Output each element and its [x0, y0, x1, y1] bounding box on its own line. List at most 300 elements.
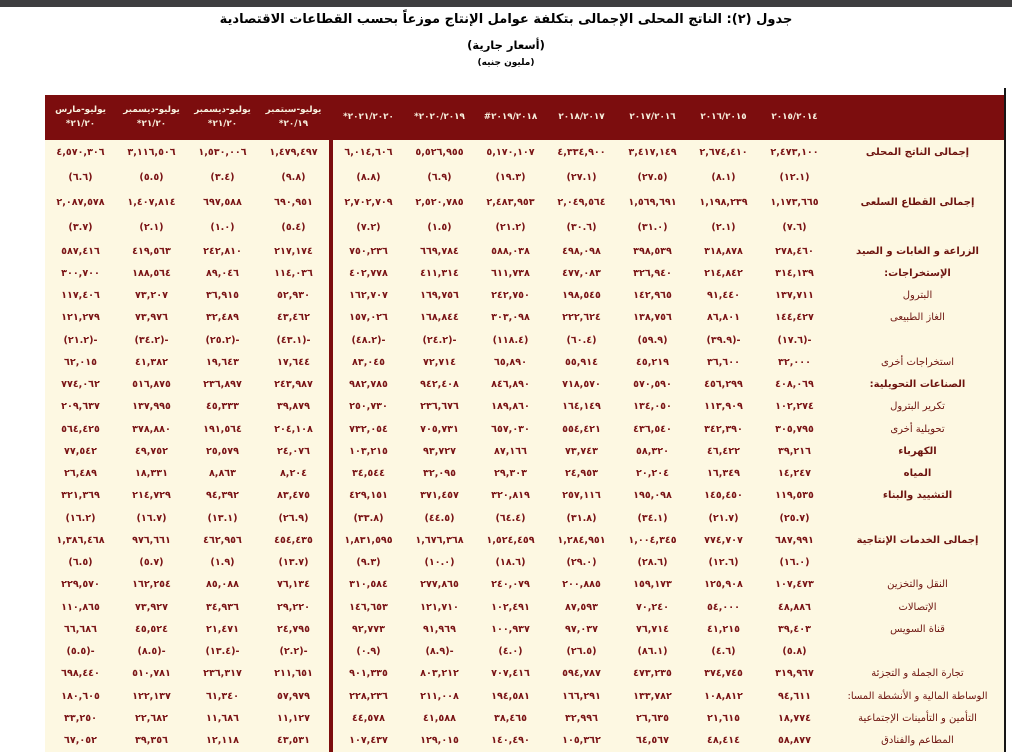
value-cell: ٦٧,٠٥٢: [64, 735, 97, 747]
growth-rate-row: [45, 552, 1005, 574]
value-cell: ٣٩٨,٥٣٩: [633, 245, 672, 257]
value-cell: ٤١١,٣١٤: [420, 267, 459, 279]
value-cell: ٢١١,٠٠٨: [420, 690, 459, 702]
value-cell: ٢٢٩,٥٧٠: [61, 579, 100, 591]
value-cell: ٣٧٨,٨٨٠: [132, 423, 171, 435]
value-cell: (٢١.٧): [708, 512, 739, 524]
value-cell: ٣٩,٢١٦: [778, 445, 811, 457]
value-cell: ٣٢,٩٩٦: [565, 712, 598, 724]
value-cell: ٦,٠١٤,٦٠٦: [344, 147, 393, 158]
value-cell: ٢٣٦,٣١٧: [203, 668, 242, 680]
value-cell: ٨٥,٠٨٨: [206, 579, 239, 591]
value-cell: ٣٤,٥٤٤: [352, 468, 385, 480]
value-cell: ٤٥,٣٣٣: [206, 401, 239, 413]
value-cell: ٤٥٦,٢٩٩: [704, 379, 743, 391]
value-cell: ٢١٤,٨٤٢: [704, 267, 743, 279]
value-cell: ١٤٠,٤٩٠: [491, 735, 530, 747]
value-cell: ١٠٨,٨١٢: [704, 690, 743, 702]
value-cell: ٣٣,٢٥٠: [64, 712, 97, 724]
column-header-6: *٢٠٢٠/٢٠١٩: [414, 111, 465, 122]
value-cell: ٧٦,١٣٤: [277, 579, 310, 591]
value-cell: (١٦.٠): [779, 557, 810, 569]
value-cell: ٢٤٠,٠٧٩: [491, 579, 530, 591]
value-cell: ٥,٥٢٦,٩٥٥: [415, 147, 464, 158]
value-cell: ٤٩,٧٥٢: [135, 445, 168, 457]
value-cell: ١٥٧,٠٢٦: [349, 312, 388, 324]
column-header-11: ٢٠١٥/٢٠١٤: [771, 111, 818, 122]
table-row: [45, 707, 1005, 729]
value-cell: ١٢٥,٩٠٨: [704, 579, 743, 591]
value-cell: ٩٤,٣٩٢: [206, 490, 239, 502]
value-cell: ١٩,٦٤٣: [206, 356, 239, 368]
value-cell: ٨٠٣,٢١٢: [420, 668, 459, 680]
value-cell: (٩.٣): [356, 557, 381, 569]
value-cell: ١٩٤,٥٨١: [491, 690, 530, 702]
value-cell: ٢,٦٧٤,٤١٠: [699, 147, 748, 158]
value-cell: ٢٥,٥٧٩: [206, 445, 239, 457]
value-cell: (١٣.٧): [278, 557, 309, 569]
sector-label: استخراجات أخرى: [880, 356, 955, 368]
value-cell: ٧٠٧,٤١٦: [491, 668, 530, 680]
table-row: [45, 396, 1005, 418]
value-cell: ٢٧٨,٤٦٠: [775, 245, 814, 257]
value-cell: (٢١.٢): [495, 222, 526, 233]
value-cell: ١٠٢,٤٩١: [491, 601, 530, 613]
value-cell: ٣٢٠,٨١٩: [491, 490, 530, 502]
gdp-table: [45, 95, 1005, 752]
value-cell: ٧٧,٥٤٢: [64, 445, 97, 457]
value-cell: (٢١.٢)-: [63, 334, 98, 346]
value-cell: ٣٦,٦٠٠: [707, 356, 740, 368]
value-cell: ١٦٢,٧٠٧: [349, 290, 388, 302]
value-cell: ٤٤,٥٧٨: [352, 712, 385, 724]
value-cell: ٣٩,٤٠٣: [778, 623, 811, 635]
value-cell: (١٨.٦): [495, 557, 526, 569]
column-header-9: ٢٠١٧/٢٠١٦: [629, 111, 676, 122]
value-cell: ٢٠٩,٦٣٧: [61, 401, 100, 413]
value-cell: (٤.٠): [498, 646, 523, 658]
value-cell: ٥١٠,٧٨١: [132, 668, 171, 680]
value-cell: ١٢,١١٨: [206, 735, 239, 747]
value-cell: ٣٠٣,٠٩٨: [491, 312, 530, 324]
value-cell: ٣٢,٠٩٥: [423, 468, 456, 480]
value-cell: ١٦٤,١٤٩: [562, 401, 601, 413]
value-cell: ١٨٠,٦٠٥: [61, 690, 100, 702]
sector-label: الغاز الطبيعى: [890, 312, 945, 324]
sector-label: الصناعات التحويلية:: [869, 379, 966, 391]
sector-label: الوساطة المالية و الأنشطة المسا:: [847, 690, 988, 702]
value-cell: (٣٠.٦): [566, 222, 597, 233]
column-header-2: يوليو-ديسمبر *٢١/٢٠: [123, 105, 180, 129]
value-cell: (٧.٦): [782, 222, 807, 233]
table-row: [45, 663, 1005, 685]
value-cell: (١١٨.٤): [492, 334, 529, 346]
value-cell: ٥٨,٣٢٠: [636, 445, 669, 457]
value-cell: ٥٢,٩٣٠: [277, 290, 310, 302]
value-cell: ٢٤٣,٩٨٧: [274, 379, 313, 391]
value-cell: ٤٧٧,٠٨٣: [562, 267, 601, 279]
value-cell: ١,٤٠٧,٨١٤: [127, 197, 176, 208]
value-cell: ٣٧٤,٧٤٥: [704, 668, 743, 680]
value-cell: ٢٥٧,١١٦: [562, 490, 601, 502]
value-cell: (١٧.٦)-: [777, 334, 812, 346]
sector-label: التشييد والبناء: [882, 490, 953, 502]
value-cell: ١٤٤,٤٢٧: [775, 312, 814, 324]
value-cell: ٤٦٢,٩٥٦: [203, 534, 242, 546]
table-row: [45, 685, 1005, 707]
value-cell: (١٦.٢): [65, 512, 96, 524]
value-cell: ٢,٥٢٠,٧٨٥: [415, 197, 464, 208]
value-cell: (٣.٧): [68, 222, 93, 233]
value-cell: (٦٤.٤): [495, 512, 526, 524]
value-cell: ٤٥,٥٢٤: [135, 623, 168, 635]
value-cell: ٥٧,٩٧٩: [277, 690, 310, 702]
value-cell: ٦٩٨,٤٤٠: [61, 668, 100, 680]
value-cell: ٧١٨,٥٧٠: [562, 379, 601, 391]
value-cell: (١.٩): [210, 557, 235, 569]
value-cell: ٦٦٩,٧٨٤: [420, 245, 459, 257]
value-cell: ١٨٩,٨٦٠: [491, 401, 530, 413]
value-cell: ٢,٤٧٣,١٠٠: [770, 147, 819, 158]
unit-note: (مليون جنيه): [477, 58, 535, 68]
value-cell: (٣٩.٩)-: [706, 334, 741, 346]
value-cell: (٨.٩)-: [425, 646, 454, 658]
value-cell: ١٣٣,٧٨٢: [633, 690, 672, 702]
value-cell: (٢٩.٠): [566, 557, 597, 569]
value-cell: ١٨,٣٣١: [135, 468, 168, 480]
value-cell: ١١,١٢٧: [277, 712, 310, 724]
value-cell: ١٣٧,٩٩٥: [132, 401, 171, 413]
value-cell: (٦.٥): [68, 557, 93, 569]
column-header-5: *٢٠٢١/٢٠٢٠: [343, 111, 394, 122]
value-cell: ٣٤,٩٣٦: [206, 601, 239, 613]
value-cell: ١,٣٨٦,٤٦٨: [56, 534, 105, 546]
sector-label: الإتصالات: [898, 601, 937, 613]
page-title: جدول (٢): الناتج المحلى الإجمالى بتكلفة عوامل الإنتاج موزعاً بحسب القطاعات الاقتصادية: [219, 12, 793, 27]
value-cell: ٢٠,٢٠٤: [636, 468, 669, 480]
value-cell: ١٠٠,٩٣٧: [491, 623, 530, 635]
value-cell: ١,٥٢٤,٤٥٩: [486, 534, 535, 546]
growth-rate-row: [45, 641, 1005, 663]
value-cell: ١٨٨,٥٦٤: [132, 267, 171, 279]
value-cell: ٢١٤,٧٢٩: [132, 490, 171, 502]
value-cell: ٤٨,٤١٤: [707, 735, 740, 747]
value-cell: ٢٣٦,٨٩٧: [203, 379, 242, 391]
table-body: [45, 140, 1005, 752]
sector-label: تكرير البترول: [890, 401, 945, 413]
table-row: [45, 440, 1005, 462]
value-cell: ٧٣,٧٤٣: [565, 445, 598, 457]
column-header-10: ٢٠١٦/٢٠١٥: [700, 111, 747, 122]
value-cell: (٤٤.٥): [424, 512, 455, 524]
window-top-bar: [0, 0, 1012, 7]
value-cell: ٢٠٤,١٠٨: [274, 423, 313, 435]
value-cell: ٤١,٣٨٢: [135, 356, 168, 368]
value-cell: ٢,٧٠٢,٧٠٩: [344, 197, 393, 208]
value-cell: ١٩٨,٥٤٥: [562, 290, 601, 302]
value-cell: ٤٧٣,٢٣٥: [633, 668, 672, 680]
value-cell: ٥٥٤,٤٢١: [562, 423, 601, 435]
value-cell: ١,٦٧٦,٣٦٨: [415, 534, 464, 546]
value-cell: ٣١٠,٥٨٤: [349, 579, 388, 591]
value-cell: ٨٩,٠٤٦: [206, 267, 239, 279]
sector-label: الإستخراجات:: [884, 267, 951, 279]
value-cell: ٢٤,٩٥٣: [565, 468, 598, 480]
value-cell: ٤١,٢١٥: [707, 623, 740, 635]
value-cell: ٣١٩,٩٦٧: [775, 668, 814, 680]
value-cell: ٧٣,٢٠٧: [135, 290, 168, 302]
growth-rate-row: [45, 507, 1005, 529]
sector-label: البترول: [902, 290, 933, 302]
value-cell: ١٤٦,٦٥٣: [349, 601, 388, 613]
value-cell: ١,٠٠٤,٣٤٥: [628, 534, 677, 546]
table-row: [45, 730, 1005, 752]
value-cell: ١,١٩٨,٢٣٩: [699, 197, 748, 208]
value-cell: ٢٤,٧٩٥: [277, 623, 310, 635]
column-header-1: يوليو-مارس *٢١/٢٠: [55, 105, 106, 129]
value-cell: (٣١.٠): [637, 222, 668, 233]
value-cell: ٦٨٧,٩٩١: [775, 534, 814, 546]
value-cell: (٦٠.٤): [566, 334, 597, 346]
value-cell: (٧.٢): [356, 222, 381, 233]
value-cell: ٣٧١,٤٥٧: [420, 490, 459, 502]
value-cell: ٣,٤١٧,١٤٩: [628, 147, 677, 158]
value-cell: ٢,٤٨٣,٩٥٣: [486, 197, 535, 208]
title-block: [0, 12, 1012, 68]
value-cell: ٢١,٤٧١: [206, 623, 239, 635]
sector-label: إجمالى القطاع السلعى: [860, 197, 975, 208]
value-cell: ٤٣,٥٣١: [277, 735, 310, 747]
value-cell: (٢٥.٧): [779, 512, 810, 524]
value-cell: ١٢٢,١٣٧: [132, 690, 171, 702]
value-cell: ٥٨,٨٧٧: [778, 735, 811, 747]
value-cell: ٧٣,٩٢٧: [135, 601, 168, 613]
value-cell: ١٣٧,٧١١: [775, 290, 814, 302]
value-cell: ٧٣٢,٠٥٤: [349, 423, 388, 435]
sector-label: التأمين و التأمينات الإجتماعية: [858, 712, 977, 724]
value-cell: (٣.٤): [210, 172, 235, 183]
value-cell: (١.٥): [427, 222, 452, 233]
sector-label: النقل والتخزين: [887, 579, 948, 591]
value-cell: ٣٨,٤٦٥: [494, 712, 527, 724]
value-cell: (٨.١): [711, 172, 736, 183]
value-cell: (٢٥.٢)-: [205, 334, 240, 346]
table-row: [45, 190, 1005, 215]
value-cell: (٣٤.١): [637, 512, 668, 524]
column-header-3: يوليو-ديسمبر *٢١/٢٠: [194, 105, 251, 129]
value-cell: ٩٢,٧٧٣: [352, 623, 385, 635]
value-cell: ٣٢١,٣٦٩: [61, 490, 100, 502]
value-cell: ٧٦,٧١٤: [636, 623, 669, 635]
value-cell: ٥٧٠,٥٩٠: [633, 379, 672, 391]
value-cell: ٤٠٨,٠٦٩: [775, 379, 814, 391]
value-cell: ٦٥,٨٩٠: [494, 356, 527, 368]
value-cell: ٤٣٦,٥٤٠: [633, 423, 672, 435]
value-cell: ١١٣,٩٠٩: [704, 401, 743, 413]
value-cell: (٣٤.٢)-: [134, 334, 169, 346]
value-cell: ٢٢٨,٢٣٦: [349, 690, 388, 702]
table-row: [45, 596, 1005, 618]
value-cell: ١,٥٣٠,٠٠٦: [198, 147, 247, 158]
value-cell: ٥٤,٠٠٠: [707, 601, 740, 613]
sector-label: إجمالى الناتج المحلى: [865, 147, 970, 158]
value-cell: ١٤٥,٤٥٠: [704, 490, 743, 502]
value-cell: ٤٨,٨٨٦: [778, 601, 811, 613]
value-cell: ٢٠٠,٨٨٥: [562, 579, 601, 591]
value-cell: ٩١,٤٤٠: [707, 290, 740, 302]
value-cell: ٤٥٤,٤٣٥: [274, 534, 313, 546]
value-cell: ٢,٠٤٩,٥٦٤: [557, 197, 606, 208]
value-cell: ١٠٢,٢٧٤: [775, 401, 814, 413]
value-cell: (٥.٧): [139, 557, 164, 569]
value-cell: (٢.٢)-: [279, 646, 308, 658]
value-cell: (٢٤.٢)-: [422, 334, 457, 346]
value-cell: ٤٣,٤٦٢: [277, 312, 310, 324]
value-cell: ٦٢,٠١٥: [64, 356, 97, 368]
value-cell: ٥١٦,٨٧٥: [132, 379, 171, 391]
growth-rate-row: [45, 215, 1005, 240]
value-cell: ٨,٢٠٤: [279, 468, 308, 480]
value-cell: ١٦٢,٢٥٤: [132, 579, 171, 591]
value-cell: ٩٧٦,٦٦١: [132, 534, 171, 546]
value-cell: ١٩١,٥٦٤: [203, 423, 242, 435]
value-cell: ٢٤٢,٨١٠: [203, 245, 242, 257]
value-cell: ٦٥٧,٠٣٠: [491, 423, 530, 435]
value-cell: ٩٨٢,٧٨٥: [349, 379, 388, 391]
value-cell: ٥٨٧,٤١٦: [61, 245, 100, 257]
value-cell: ١٠٥,٣٦٢: [562, 735, 601, 747]
table-header-row: [45, 95, 1005, 140]
value-cell: (٢٦.٥): [566, 646, 597, 658]
value-cell: ٤٩٨,٠٩٨: [562, 245, 601, 257]
value-cell: ٢٣٦,٦٧٦: [420, 401, 459, 413]
value-cell: ٤٥,٢١٩: [636, 356, 669, 368]
value-cell: ٣٠٠,٧٠٠: [61, 267, 100, 279]
value-cell: ٦٩٧,٥٨٨: [203, 197, 242, 208]
value-cell: ١٢٩,٠١٥: [420, 735, 459, 747]
value-cell: (٥.٥): [139, 172, 164, 183]
value-cell: ٤١٩,٥٦٣: [132, 245, 171, 257]
value-cell: ١٦٨,٨٤٤: [420, 312, 459, 324]
value-cell: ٣٦,٩١٥: [206, 290, 239, 302]
value-cell: ٤,٥٧٠,٣٠٦: [56, 147, 105, 158]
value-cell: ١٦,٣٤٩: [707, 468, 740, 480]
value-cell: ٢١,٦١٥: [707, 712, 740, 724]
value-cell: ٣٢,٠٠٠: [778, 356, 811, 368]
value-cell: ٧٠,٢٤٠: [636, 601, 669, 613]
value-cell: ٨٤٦,٨٩٠: [491, 379, 530, 391]
value-cell: ٩٠١,٣٣٥: [349, 668, 388, 680]
value-cell: (١.٠): [210, 222, 235, 233]
value-cell: ١٠٣,٢١٥: [349, 445, 388, 457]
value-cell: ٩٤,٦١١: [778, 690, 811, 702]
value-cell: ٣٤٢,٣٩٠: [704, 423, 743, 435]
value-cell: (٣٣.٨): [353, 512, 384, 524]
value-cell: ٨٧,٥٩٣: [565, 601, 598, 613]
value-cell: ١١,٦٨٦: [206, 712, 239, 724]
sector-label: إجمالى الخدمات الإنتاجية: [856, 534, 979, 546]
value-cell: ٣,١١٦,٥٠٦: [127, 147, 176, 158]
growth-rate-row: [45, 329, 1005, 351]
sector-label: الزراعة و الغابات و الصيد: [856, 245, 979, 257]
value-cell: ٢٢,٦٨٢: [135, 712, 168, 724]
value-cell: ١٨,٧٧٤: [778, 712, 811, 724]
value-cell: ٣٩,٣٥٦: [135, 735, 168, 747]
value-cell: ٢٤٢,٧٥٠: [491, 290, 530, 302]
table-row: [45, 351, 1005, 373]
value-cell: (٤٣.١)-: [276, 334, 311, 346]
value-cell: ١٤٢,٩٦٥: [633, 290, 672, 302]
column-header-7: #٢٠١٩/٢٠١٨: [483, 111, 538, 122]
value-cell: ١,٥٦٩,٦٩١: [628, 197, 677, 208]
table-row: [45, 262, 1005, 284]
value-cell: ٣٩,٨٧٩: [277, 401, 310, 413]
column-header-4: يوليو-سبتمبر *٢٠/١٩: [265, 105, 322, 129]
value-cell: ١٣٨,٧٥٦: [633, 312, 672, 324]
value-cell: ٦٦,٦٨٦: [64, 623, 97, 635]
table-row: [45, 285, 1005, 307]
value-cell: ٥٨٨,٠٣٨: [491, 245, 530, 257]
value-cell: ٧٠٥,٧٣١: [420, 423, 459, 435]
value-cell: (٣١.٨): [566, 512, 597, 524]
value-cell: ٨٦,٨٠١: [707, 312, 740, 324]
value-cell: (١٢.٦): [708, 557, 739, 569]
value-cell: ٧٢,٧١٤: [423, 356, 456, 368]
value-cell: (٥.٥)-: [66, 646, 95, 658]
table-row: [45, 529, 1005, 551]
value-cell: ٩٣,٧٢٧: [423, 445, 456, 457]
value-cell: ١٥٩,١٧٣: [633, 579, 672, 591]
value-cell: (١٣.٤)-: [205, 646, 240, 658]
value-cell: (٨.٥)-: [137, 646, 166, 658]
value-cell: (١٩.٣): [495, 172, 526, 183]
value-cell: (٦.٩): [427, 172, 452, 183]
value-cell: ٤,٣٣٤,٩٠٠: [557, 147, 606, 158]
value-cell: ٦١١,٧٣٨: [491, 267, 530, 279]
value-cell: ٥٦٤,٤٢٥: [61, 423, 100, 435]
sector-label: المياه: [903, 468, 932, 480]
value-cell: ١١٤,٠٣٦: [274, 267, 313, 279]
value-cell: ٢١٧,١٧٤: [274, 245, 313, 257]
value-cell: ١١٧,٤٠٦: [61, 290, 100, 302]
value-cell: (٢.١): [711, 222, 736, 233]
value-cell: (٢٨.٦): [637, 557, 668, 569]
table-row: [45, 618, 1005, 640]
sector-label: الكهرباء: [898, 445, 937, 457]
value-cell: ٢١١,٦٥١: [274, 668, 313, 680]
value-cell: (٢٧.١): [566, 172, 597, 183]
table-row: [45, 307, 1005, 329]
value-cell: ١٦٩,٧٥٦: [420, 290, 459, 302]
value-cell: (٨٦.١): [637, 646, 668, 658]
value-cell: ٣٢٦,٩٤٠: [633, 267, 672, 279]
value-cell: ٥٥,٩١٤: [565, 356, 598, 368]
value-cell: ٢٥٠,٧٣٠: [349, 401, 388, 413]
value-cell: (٤.٦): [711, 646, 736, 658]
value-cell: ١,٢٨٤,٩٥١: [557, 534, 606, 546]
value-cell: ٤١,٥٨٨: [423, 712, 456, 724]
value-cell: ٩٧,٠٣٧: [565, 623, 598, 635]
column-header-8: ٢٠١٨/٢٠١٧: [558, 111, 605, 122]
table-row: [45, 418, 1005, 440]
value-cell: (٢.١): [139, 222, 164, 233]
value-cell: ٢٦,٦٣٥: [636, 712, 669, 724]
table-row: [45, 240, 1005, 262]
value-cell: ١٢١,٧١٠: [420, 601, 459, 613]
sector-label: تحويلية أخرى: [890, 423, 945, 435]
table-right-border: [1004, 88, 1006, 752]
sector-label: تجارة الجملة و التجزئة: [871, 668, 964, 680]
